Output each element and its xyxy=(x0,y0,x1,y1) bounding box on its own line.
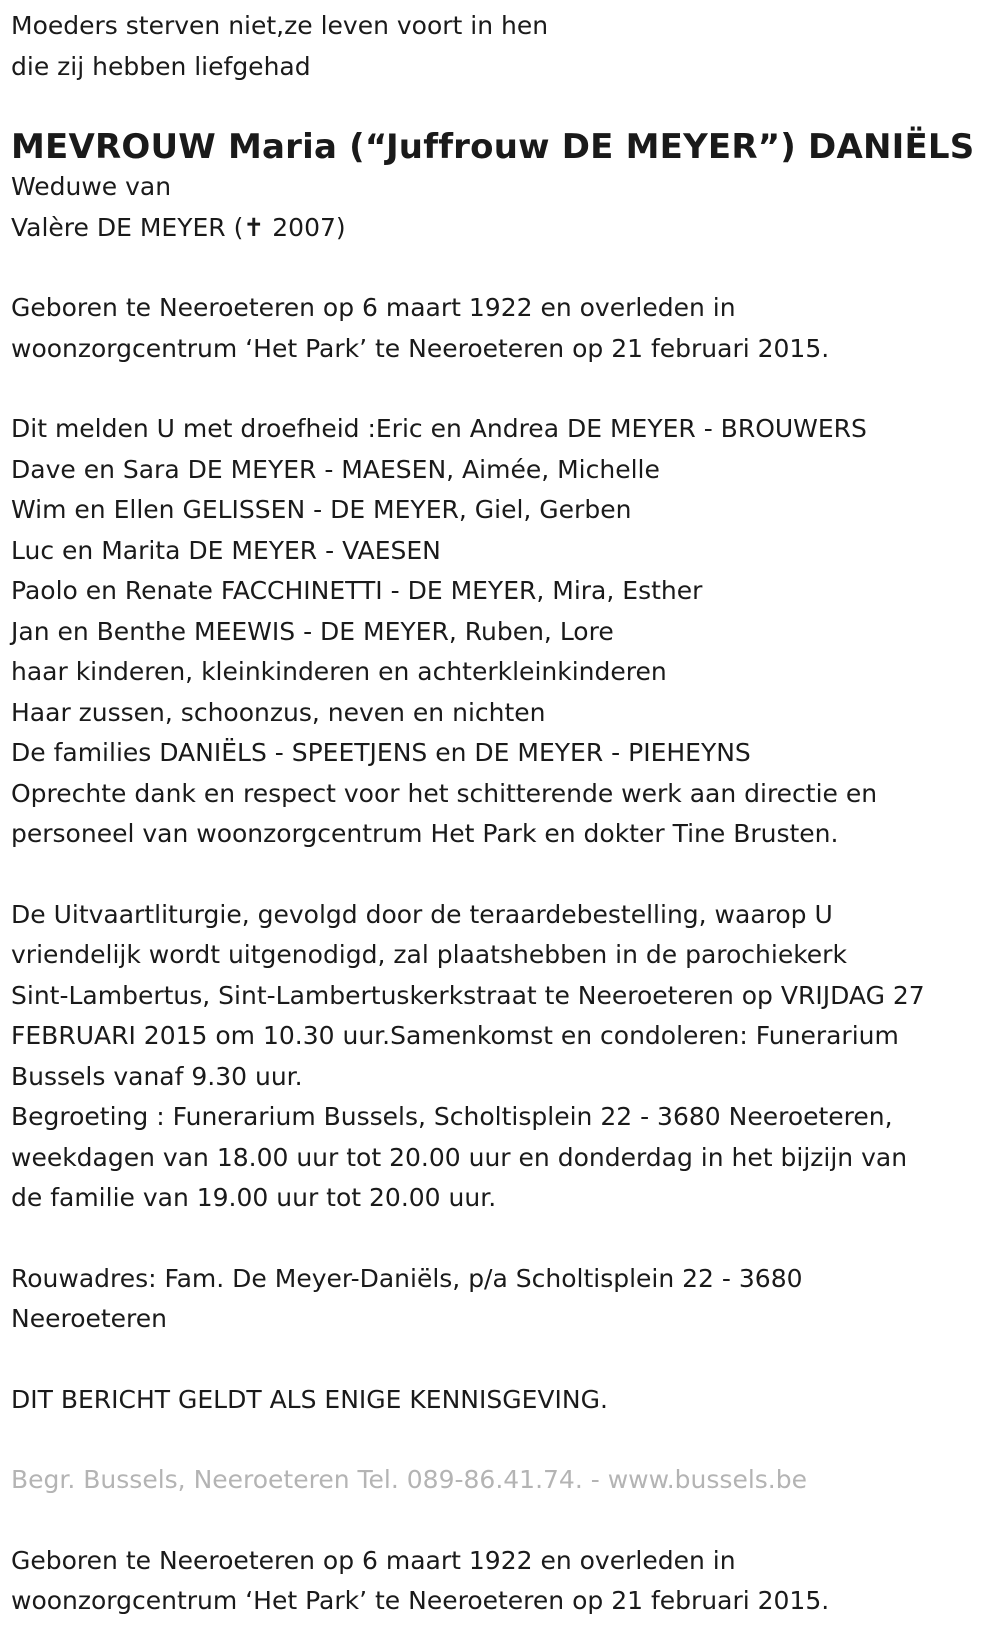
funeral-line: vriendelijk wordt uitgenodigd, zal plaatshebben in de parochiekerk xyxy=(11,940,847,969)
spouse-name: Valère DE MEYER (✝ 2007) xyxy=(11,212,346,242)
funeral-line: De Uitvaartliturgie, gevolgd door de teraardebestelling, waarop U xyxy=(11,899,833,929)
motto-line: die zij hebben liefgehad xyxy=(11,51,311,81)
funeral-section xyxy=(11,895,991,1219)
address-line: Rouwadres: Fam. De Meyer-Daniëls, p/a Scholtisplein 22 - 3680 xyxy=(11,1263,803,1293)
birth-death-line: Geboren te Neeroeteren op 6 maart 1922 en overleden in xyxy=(11,293,736,322)
announcement-line: haar kinderen, kleinkinderen en achterkleinkinderen xyxy=(11,657,667,686)
address-section xyxy=(11,1259,991,1340)
announcement-line: Luc en Marita DE MEYER - VAESEN xyxy=(11,535,441,565)
motto-line: Moeders sterven niet,ze leven voort in hen xyxy=(11,11,549,40)
announcement-line: Dave en Sara DE MEYER - MAESEN, Aimée, Michelle xyxy=(11,454,660,484)
announcement-line: Dit melden U met droefheid :Eric en Andrea DE MEYER - BROUWERS xyxy=(11,414,867,443)
funeral-line: Bussels vanaf 9.30 uur. xyxy=(11,1061,303,1091)
obituary-page xyxy=(11,6,991,1622)
birth-death-repeat-section xyxy=(11,1541,991,1622)
announcement-line: personeel van woonzorgcentrum Het Park en dokter Tine Brusten. xyxy=(11,819,839,848)
funeral-line: FEBRUARI 2015 om 10.30 uur.Samenkomst en condoleren: Funerarium xyxy=(11,1021,899,1050)
widow-section xyxy=(11,167,991,248)
announcement-line: Jan en Benthe MEEWIS - DE MEYER, Ruben, Lore xyxy=(11,616,614,646)
announcement-line: Paolo en Renate FACCHINETTI - DE MEYER, Mira, Esther xyxy=(11,576,703,605)
funeral-line: weekdagen van 18.00 uur tot 20.00 uur en donderdag in het bijzijn van xyxy=(11,1142,908,1172)
widow-of-label: Weduwe van xyxy=(11,172,172,201)
announcement-line: Wim en Ellen GELISSEN - DE MEYER, Giel, Gerben xyxy=(11,495,632,524)
funeral-line: Sint-Lambertus, Sint-Lambertuskerkstraat te Neeroeteren op VRIJDAG 27 xyxy=(11,980,925,1010)
announcement-section xyxy=(11,409,991,855)
funeral-line: de familie van 19.00 uur tot 20.00 uur. xyxy=(11,1183,497,1212)
funeral-line: Begroeting : Funerarium Bussels, Scholtisplein 22 - 3680 Neeroeteren, xyxy=(11,1102,893,1131)
birth-death-line: woonzorgcentrum ‘Het Park’ te Neeroeteren op 21 februari 2015. xyxy=(11,333,830,363)
motto xyxy=(11,6,991,87)
deceased-name: MEVROUW Maria (“Juffrouw DE MEYER”) DANIËLS xyxy=(11,127,975,167)
announcement-line: De families DANIËLS - SPEETJENS en DE MEYER - PIEHEYNS xyxy=(11,738,751,767)
birth-death-line: woonzorgcentrum ‘Het Park’ te Neeroeteren op 21 februari 2015. xyxy=(11,1586,830,1615)
birth-death-line: Geboren te Neeroeteren op 6 maart 1922 en overleden in xyxy=(11,1545,736,1575)
announcement-line: Haar zussen, schoonzus, neven en nichten xyxy=(11,697,546,727)
birth-death-section xyxy=(11,288,991,369)
notice: DIT BERICHT GELDT ALS ENIGE KENNISGEVING. xyxy=(11,1384,608,1414)
announcement-line: Oprechte dank en respect voor het schitterende werk aan directie en xyxy=(11,778,878,808)
address-line: Neeroeteren xyxy=(11,1304,168,1333)
undertaker-info: Begr. Bussels, Neeroeteren Tel. 089-86.41.74. - www.bussels.be xyxy=(11,1465,807,1494)
